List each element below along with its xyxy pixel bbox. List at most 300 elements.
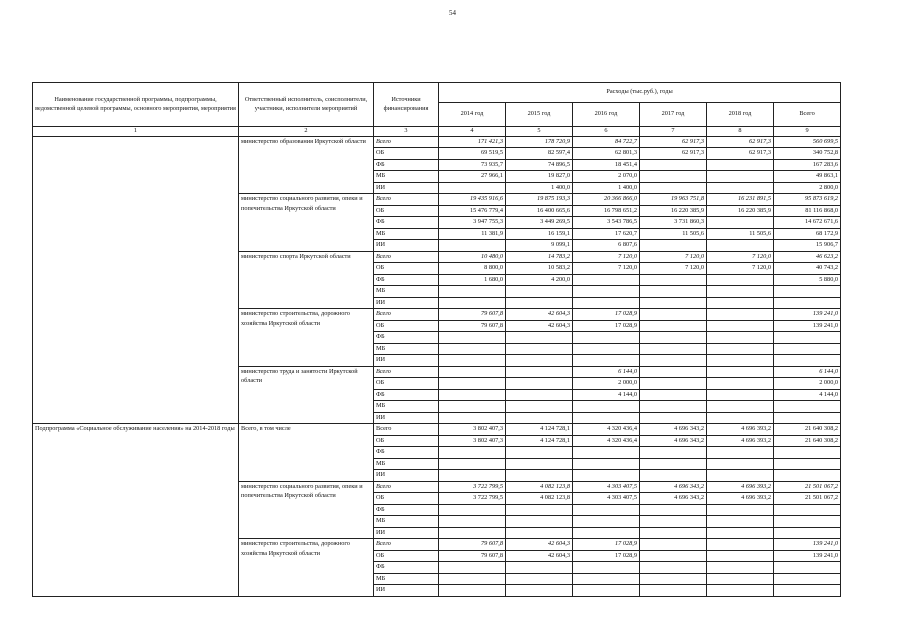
source-cell: ФБ	[374, 159, 439, 171]
year-value-cell	[506, 389, 573, 401]
year-value-cell	[707, 355, 774, 367]
total-value-cell: 139 241,0	[774, 539, 841, 551]
year-value-cell	[506, 504, 573, 516]
year-value-cell	[506, 355, 573, 367]
program-cell	[33, 136, 239, 424]
year-value-cell: 2 000,0	[573, 378, 640, 390]
year-value-cell: 27 966,1	[439, 171, 506, 183]
year-value-cell: 19 875 193,3	[506, 194, 573, 206]
year-value-cell	[707, 332, 774, 344]
year-value-cell: 69 519,5	[439, 148, 506, 160]
total-value-cell: 49 863,1	[774, 171, 841, 183]
year-value-cell: 4 082 123,8	[506, 481, 573, 493]
header-year: 2017 год	[640, 103, 707, 127]
source-cell: Всего	[374, 194, 439, 206]
year-value-cell	[439, 286, 506, 298]
source-cell: ИИ	[374, 240, 439, 252]
year-value-cell	[439, 355, 506, 367]
executor-cell: министерство спорта Иркутской области	[239, 251, 374, 309]
year-value-cell	[640, 412, 707, 424]
year-value-cell	[707, 343, 774, 355]
total-value-cell: 81 116 868,0	[774, 205, 841, 217]
year-value-cell: 16 220 385,9	[640, 205, 707, 217]
total-value-cell: 6 144,0	[774, 366, 841, 378]
year-value-cell	[707, 320, 774, 332]
year-value-cell: 11 381,9	[439, 228, 506, 240]
year-value-cell	[439, 389, 506, 401]
year-value-cell: 18 451,4	[573, 159, 640, 171]
year-value-cell: 4 144,0	[573, 389, 640, 401]
year-value-cell	[707, 217, 774, 229]
year-value-cell: 4 696 343,2	[640, 424, 707, 436]
header-sources: Источники финансирования	[374, 83, 439, 127]
year-value-cell: 10 480,0	[439, 251, 506, 263]
year-value-cell: 9 099,1	[506, 240, 573, 252]
source-cell: Всего	[374, 366, 439, 378]
year-value-cell	[640, 470, 707, 482]
year-value-cell: 19 435 916,6	[439, 194, 506, 206]
total-value-cell	[774, 527, 841, 539]
header-year: 2016 год	[573, 103, 640, 127]
year-value-cell: 4 696 343,2	[640, 481, 707, 493]
year-value-cell	[573, 516, 640, 528]
year-value-cell: 42 604,3	[506, 539, 573, 551]
executor-cell: министерство строительства, дорожного хозяйства Иркутской области	[239, 309, 374, 367]
total-value-cell	[774, 412, 841, 424]
year-value-cell: 19 827,0	[506, 171, 573, 183]
source-cell: ОБ	[374, 320, 439, 332]
total-value-cell	[774, 355, 841, 367]
year-value-cell: 7 120,0	[707, 263, 774, 275]
year-value-cell	[640, 171, 707, 183]
year-value-cell: 79 607,8	[439, 539, 506, 551]
year-value-cell: 4 320 436,4	[573, 435, 640, 447]
source-cell: ИИ	[374, 182, 439, 194]
year-value-cell	[640, 378, 707, 390]
year-value-cell	[439, 527, 506, 539]
year-value-cell	[506, 470, 573, 482]
year-value-cell	[439, 458, 506, 470]
year-value-cell: 1 680,0	[439, 274, 506, 286]
year-value-cell	[506, 366, 573, 378]
total-value-cell: 139 241,0	[774, 550, 841, 562]
year-value-cell: 4 696 343,2	[640, 493, 707, 505]
year-value-cell: 62 917,3	[707, 136, 774, 148]
year-value-cell	[506, 332, 573, 344]
year-value-cell: 7 120,0	[640, 251, 707, 263]
year-value-cell: 4 696 393,2	[707, 481, 774, 493]
source-cell: Всего	[374, 309, 439, 321]
total-value-cell	[774, 573, 841, 585]
year-value-cell	[707, 240, 774, 252]
year-value-cell	[640, 527, 707, 539]
year-value-cell	[439, 366, 506, 378]
header-year: 2018 год	[707, 103, 774, 127]
total-value-cell: 139 241,0	[774, 320, 841, 332]
year-value-cell	[707, 562, 774, 574]
year-value-cell: 7 120,0	[707, 251, 774, 263]
total-value-cell: 167 283,6	[774, 159, 841, 171]
year-value-cell	[506, 412, 573, 424]
year-value-cell: 6 144,0	[573, 366, 640, 378]
year-value-cell	[439, 182, 506, 194]
source-cell: ИИ	[374, 527, 439, 539]
year-value-cell: 4 696 343,2	[640, 435, 707, 447]
year-value-cell	[640, 447, 707, 459]
column-number: 8	[707, 127, 774, 137]
total-value-cell	[774, 447, 841, 459]
year-value-cell: 16 159,1	[506, 228, 573, 240]
total-value-cell	[774, 516, 841, 528]
year-value-cell: 4 303 407,5	[573, 481, 640, 493]
year-value-cell	[573, 458, 640, 470]
source-cell: ОБ	[374, 435, 439, 447]
year-value-cell: 16 400 665,6	[506, 205, 573, 217]
year-value-cell	[573, 332, 640, 344]
column-number: 6	[573, 127, 640, 137]
year-value-cell: 17 620,7	[573, 228, 640, 240]
year-value-cell: 16 798 651,2	[573, 205, 640, 217]
year-value-cell: 42 604,3	[506, 320, 573, 332]
year-value-cell	[439, 240, 506, 252]
year-value-cell: 4 200,0	[506, 274, 573, 286]
year-value-cell	[707, 447, 774, 459]
year-value-cell	[707, 504, 774, 516]
year-value-cell	[707, 539, 774, 551]
table-row	[33, 136, 841, 148]
year-value-cell: 1 400,0	[506, 182, 573, 194]
year-value-cell	[640, 366, 707, 378]
year-value-cell	[640, 573, 707, 585]
source-cell: ИИ	[374, 412, 439, 424]
column-number: 5	[506, 127, 573, 137]
header-program: Наименование государственной программы, подпрограммы, ведомственной целевой программы, основного мероприятия, мероприятия	[33, 83, 239, 127]
year-value-cell: 84 722,7	[573, 136, 640, 148]
year-value-cell: 16 231 891,5	[707, 194, 774, 206]
year-value-cell: 1 400,0	[573, 182, 640, 194]
year-value-cell	[573, 562, 640, 574]
source-cell: МБ	[374, 458, 439, 470]
year-value-cell	[439, 447, 506, 459]
year-value-cell: 17 028,9	[573, 550, 640, 562]
year-value-cell	[506, 378, 573, 390]
source-cell: ФБ	[374, 504, 439, 516]
year-value-cell	[573, 286, 640, 298]
year-value-cell	[707, 182, 774, 194]
column-number: 7	[640, 127, 707, 137]
year-value-cell	[439, 470, 506, 482]
total-value-cell: 14 672 671,6	[774, 217, 841, 229]
year-value-cell: 4 320 436,4	[573, 424, 640, 436]
source-cell: МБ	[374, 516, 439, 528]
year-value-cell	[640, 332, 707, 344]
source-cell: МБ	[374, 401, 439, 413]
total-value-cell	[774, 562, 841, 574]
year-value-cell	[707, 412, 774, 424]
year-value-cell	[573, 412, 640, 424]
year-value-cell	[707, 516, 774, 528]
total-value-cell: 95 873 619,2	[774, 194, 841, 206]
year-value-cell	[573, 355, 640, 367]
year-value-cell	[506, 286, 573, 298]
year-value-cell: 4 696 393,2	[707, 424, 774, 436]
year-value-cell: 8 800,0	[439, 263, 506, 275]
header-executor: Ответственный исполнитель, соисполнители, участники, исполнители мероприятий	[239, 83, 374, 127]
year-value-cell	[506, 527, 573, 539]
source-cell: Всего	[374, 539, 439, 551]
source-cell: ФБ	[374, 217, 439, 229]
column-number: 4	[439, 127, 506, 137]
year-value-cell	[707, 309, 774, 321]
total-value-cell: 2 800,0	[774, 182, 841, 194]
total-value-cell: 139 241,0	[774, 309, 841, 321]
column-number: 9	[774, 127, 841, 137]
year-value-cell	[506, 585, 573, 597]
year-value-cell	[640, 309, 707, 321]
year-value-cell: 62 917,3	[640, 136, 707, 148]
source-cell: ИИ	[374, 297, 439, 309]
total-value-cell	[774, 332, 841, 344]
source-cell: ОБ	[374, 263, 439, 275]
year-value-cell	[707, 527, 774, 539]
source-cell: ОБ	[374, 205, 439, 217]
year-value-cell: 7 120,0	[640, 263, 707, 275]
year-value-cell: 73 935,7	[439, 159, 506, 171]
executor-cell: министерство труда и занятости Иркутской области	[239, 366, 374, 424]
year-value-cell	[640, 550, 707, 562]
year-value-cell: 74 896,5	[506, 159, 573, 171]
year-value-cell: 79 607,8	[439, 320, 506, 332]
year-value-cell	[506, 458, 573, 470]
source-cell: ОБ	[374, 148, 439, 160]
year-value-cell	[640, 274, 707, 286]
year-value-cell	[439, 585, 506, 597]
header-expenses: Расходы (тыс.руб.), годы	[439, 83, 841, 103]
year-value-cell: 3 543 786,5	[573, 217, 640, 229]
year-value-cell: 11 505,6	[707, 228, 774, 240]
year-value-cell	[573, 470, 640, 482]
year-value-cell: 4 303 407,5	[573, 493, 640, 505]
year-value-cell: 10 583,2	[506, 263, 573, 275]
total-value-cell: 46 623,2	[774, 251, 841, 263]
source-cell: ФБ	[374, 389, 439, 401]
year-value-cell	[640, 504, 707, 516]
source-cell: МБ	[374, 573, 439, 585]
executor-cell: министерство социального развития, опеки и попечительства Иркутской области	[239, 194, 374, 252]
total-value-cell	[774, 458, 841, 470]
total-value-cell: 68 172,9	[774, 228, 841, 240]
executor-cell: министерство социального развития, опеки и попечительства Иркутской области	[239, 481, 374, 539]
year-value-cell: 3 722 799,5	[439, 493, 506, 505]
year-value-cell	[573, 343, 640, 355]
source-cell: Всего	[374, 481, 439, 493]
year-value-cell	[707, 401, 774, 413]
year-value-cell	[573, 527, 640, 539]
year-value-cell	[573, 401, 640, 413]
total-value-cell: 21 501 067,2	[774, 481, 841, 493]
year-value-cell	[640, 389, 707, 401]
year-value-cell	[640, 539, 707, 551]
year-value-cell	[707, 159, 774, 171]
year-value-cell	[506, 401, 573, 413]
source-cell: МБ	[374, 343, 439, 355]
total-value-cell: 40 743,2	[774, 263, 841, 275]
year-value-cell: 16 220 385,9	[707, 205, 774, 217]
year-value-cell: 7 120,0	[573, 251, 640, 263]
year-value-cell	[640, 320, 707, 332]
year-value-cell: 4 124 728,1	[506, 435, 573, 447]
year-value-cell	[707, 274, 774, 286]
year-value-cell: 42 604,3	[506, 309, 573, 321]
executor-cell: министерство образования Иркутской области	[239, 136, 374, 194]
year-value-cell: 62 917,3	[707, 148, 774, 160]
total-value-cell: 4 144,0	[774, 389, 841, 401]
year-value-cell	[439, 516, 506, 528]
total-value-cell: 340 752,8	[774, 148, 841, 160]
year-value-cell	[707, 550, 774, 562]
year-value-cell	[573, 274, 640, 286]
year-value-cell	[640, 159, 707, 171]
year-value-cell	[506, 516, 573, 528]
year-value-cell: 3 722 799,5	[439, 481, 506, 493]
year-value-cell: 20 366 866,0	[573, 194, 640, 206]
total-value-cell	[774, 286, 841, 298]
source-cell: Всего	[374, 251, 439, 263]
year-value-cell	[707, 286, 774, 298]
total-value-cell	[774, 504, 841, 516]
year-value-cell	[506, 343, 573, 355]
source-cell: МБ	[374, 171, 439, 183]
year-value-cell	[707, 171, 774, 183]
year-value-cell	[439, 504, 506, 516]
page-number: 54	[449, 9, 456, 17]
year-value-cell	[573, 585, 640, 597]
total-value-cell	[774, 470, 841, 482]
year-value-cell: 42 604,3	[506, 550, 573, 562]
column-number: 1	[33, 127, 239, 137]
column-number: 2	[239, 127, 374, 137]
year-value-cell: 3 449 269,5	[506, 217, 573, 229]
year-value-cell	[506, 573, 573, 585]
year-value-cell	[640, 355, 707, 367]
header-year: 2015 год	[506, 103, 573, 127]
year-value-cell: 7 120,0	[573, 263, 640, 275]
year-value-cell: 11 505,6	[640, 228, 707, 240]
budget-table	[32, 82, 841, 597]
total-value-cell	[774, 297, 841, 309]
year-value-cell	[573, 447, 640, 459]
year-value-cell	[707, 470, 774, 482]
year-value-cell	[707, 366, 774, 378]
year-value-cell	[573, 504, 640, 516]
year-value-cell	[640, 516, 707, 528]
year-value-cell	[640, 182, 707, 194]
source-cell: ФБ	[374, 562, 439, 574]
year-value-cell: 4 082 123,8	[506, 493, 573, 505]
column-number: 3	[374, 127, 439, 137]
year-value-cell	[439, 401, 506, 413]
year-value-cell	[640, 286, 707, 298]
total-value-cell	[774, 343, 841, 355]
year-value-cell: 6 807,6	[573, 240, 640, 252]
total-value-cell: 21 501 067,2	[774, 493, 841, 505]
year-value-cell: 3 947 755,3	[439, 217, 506, 229]
year-value-cell: 178 720,9	[506, 136, 573, 148]
source-cell: ИИ	[374, 585, 439, 597]
year-value-cell	[506, 447, 573, 459]
source-cell: ОБ	[374, 550, 439, 562]
executor-cell: Всего, в том числе	[239, 424, 374, 482]
source-cell: ИИ	[374, 355, 439, 367]
year-value-cell: 19 963 751,8	[640, 194, 707, 206]
year-value-cell	[707, 389, 774, 401]
year-value-cell	[439, 573, 506, 585]
executor-cell: министерство строительства, дорожного хозяйства Иркутской области	[239, 539, 374, 597]
year-value-cell: 79 607,8	[439, 309, 506, 321]
year-value-cell	[640, 585, 707, 597]
source-cell: ОБ	[374, 378, 439, 390]
total-value-cell: 560 699,5	[774, 136, 841, 148]
source-cell: МБ	[374, 228, 439, 240]
year-value-cell	[707, 458, 774, 470]
year-value-cell: 171 421,3	[439, 136, 506, 148]
year-value-cell: 17 028,9	[573, 309, 640, 321]
year-value-cell: 4 696 393,2	[707, 435, 774, 447]
year-value-cell: 3 731 860,3	[640, 217, 707, 229]
total-value-cell: 21 640 308,2	[774, 435, 841, 447]
year-value-cell: 79 607,8	[439, 550, 506, 562]
source-cell: ФБ	[374, 447, 439, 459]
year-value-cell	[439, 297, 506, 309]
year-value-cell: 14 783,2	[506, 251, 573, 263]
year-value-cell	[573, 297, 640, 309]
year-value-cell: 3 802 407,3	[439, 424, 506, 436]
year-value-cell	[640, 458, 707, 470]
year-value-cell	[707, 585, 774, 597]
year-value-cell	[707, 378, 774, 390]
program-cell: Подпрограмма «Социальное обслуживание населения» на 2014-2018 годы	[33, 424, 239, 597]
total-value-cell	[774, 585, 841, 597]
source-cell: МБ	[374, 286, 439, 298]
total-value-cell	[774, 401, 841, 413]
year-value-cell	[439, 412, 506, 424]
table-row	[33, 424, 841, 436]
table-body	[33, 136, 841, 596]
source-cell: Всего	[374, 424, 439, 436]
year-value-cell: 62 917,3	[640, 148, 707, 160]
year-value-cell: 82 597,4	[506, 148, 573, 160]
year-value-cell	[640, 401, 707, 413]
year-value-cell: 3 802 407,3	[439, 435, 506, 447]
year-value-cell	[640, 343, 707, 355]
source-cell: ФБ	[374, 274, 439, 286]
source-cell: Всего	[374, 136, 439, 148]
year-value-cell	[506, 562, 573, 574]
year-value-cell	[439, 562, 506, 574]
year-value-cell	[439, 378, 506, 390]
year-value-cell: 4 696 393,2	[707, 493, 774, 505]
header-total: Всего	[774, 103, 841, 127]
year-value-cell	[439, 332, 506, 344]
total-value-cell: 2 000,0	[774, 378, 841, 390]
header-year: 2014 год	[439, 103, 506, 127]
year-value-cell: 15 476 779,4	[439, 205, 506, 217]
year-value-cell: 17 028,9	[573, 539, 640, 551]
year-value-cell	[640, 240, 707, 252]
year-value-cell	[640, 562, 707, 574]
source-cell: ФБ	[374, 332, 439, 344]
source-cell: ОБ	[374, 493, 439, 505]
